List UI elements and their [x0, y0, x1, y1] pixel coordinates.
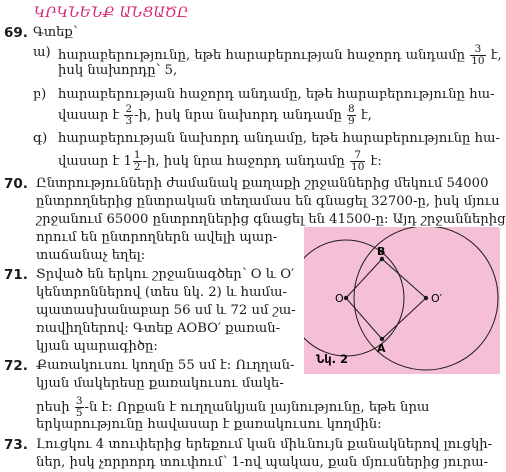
fraction: $\frac{3}{10}$: [471, 43, 485, 67]
text: հարաբերությունը, եթե հարաբերության հաջորդ անդամը: [58, 48, 466, 63]
text: է:: [370, 154, 382, 169]
problem-69a-label: ա): [33, 45, 51, 60]
point-o-prime-dot: [424, 296, 428, 300]
text: -ի, իսկ նրա հաջորդ անդամը: [142, 154, 345, 169]
figure-caption: Նկ. 2: [316, 352, 348, 366]
problem-72-line4: երկարությունը հավասար է քառակուսու կողմին:: [36, 417, 382, 432]
problem-69c-line1: հարաբերության նախորդ անդամը, եթե հարաբերությունը հա-: [58, 131, 500, 146]
problem-69b-line1: հարաբերության հաջորդ անդամը, եթե հարաբերությունը հա-: [58, 87, 495, 102]
text: -ն է: Որքան է ուղղանկյան լայնությունը, եթե նրա: [84, 400, 430, 415]
point-o-dot: [344, 296, 348, 300]
fraction: $\frac{2}{3}$: [125, 103, 133, 127]
problem-number-70: 70.: [4, 176, 28, 192]
mixed-integer: 1: [123, 154, 132, 169]
problem-71-line4: ռավիղներով: Գտեք AOBO′ քառան-: [36, 321, 281, 336]
problem-69-intro: Գտեք՝: [33, 25, 78, 40]
problem-73-line2: ներ, իսկ չորրորդ տուփում՝ 1-ով պակաս, քան մյուսներից յուրա-: [36, 455, 489, 470]
text: րեսի: [36, 400, 70, 415]
problem-69a-line2: իսկ նախորդը՝ 5,: [58, 63, 178, 78]
problem-69c-label: գ): [33, 131, 48, 146]
two-circles-diagram: [304, 227, 500, 374]
fraction: $\frac{3}{5}$: [75, 395, 83, 419]
problem-71-line3: պատասխանաբար 56 սմ և 72 սմ շա-: [36, 303, 296, 318]
problem-number-73: 73.: [4, 437, 28, 453]
fraction: $\frac{1}{2}$: [133, 149, 141, 173]
figure-2: [304, 227, 500, 374]
fraction: $\frac{8}{9}$: [348, 103, 355, 127]
problem-number-72: 72.: [4, 358, 28, 374]
problem-70-line1: Ընտրությունների ժամանակ քաղաքի շրջաններից մեկում 54000: [36, 176, 489, 191]
problem-70-line5: տաճանաչ եղել:: [36, 248, 146, 263]
problem-73-line1: Լուցկու 4 տուփերից երեքում կան միևնույն քանակներով լուցկի-: [36, 437, 493, 452]
problem-69c-line2: [58, 150, 382, 173]
problem-number-69: 69.: [4, 25, 28, 41]
problem-70-line2: ընտրողներից ընտրական տեղամաս են գնացել 32700-ը, իսկ մյուս: [36, 194, 500, 209]
text: է,: [360, 108, 372, 123]
fraction: $\frac{7}{10}$: [351, 149, 365, 173]
problem-70-line4: որում են ընտրողներն ավելի պար-: [36, 230, 278, 245]
section-heading: ԿՐԿՆԵՆՔ ԱՆՑԱԾԸ: [34, 5, 189, 21]
problem-72-line1: Քառակուսու կողմը 55 սմ է: Ուղղան-: [36, 358, 295, 373]
problem-70-line3: շրջանում 65000 ընտրողներից գնացել են 41500-ը: Այդ շրջաններից: [36, 212, 506, 227]
quadrilateral-aobo: [346, 259, 426, 339]
label-o: O: [335, 292, 344, 305]
problem-number-71: 71.: [4, 267, 28, 283]
label-o-prime: O′: [431, 292, 443, 305]
text: վասար է: [58, 154, 120, 169]
problem-72-line2: կյան մակերեսը քառակուսու մակե-: [36, 376, 284, 391]
text: -ի, իսկ նրա նախորդ անդամը: [134, 108, 342, 123]
text: է,: [490, 48, 502, 63]
problem-69b-line2: [58, 104, 372, 127]
problem-69b-label: բ): [33, 87, 47, 102]
problem-71-line1: Տրված են երկու շրջանագծեր՝ O և O′: [36, 267, 295, 282]
problem-71-line5: կյան պարագիծը:: [36, 339, 158, 354]
problem-71-line2: կենտրոններով (տես նկ. 2) և համա-: [36, 285, 287, 300]
point-a-dot: [380, 337, 384, 341]
label-b: B: [377, 245, 386, 258]
label-a: A: [377, 342, 386, 355]
text: վասար է: [58, 108, 120, 123]
